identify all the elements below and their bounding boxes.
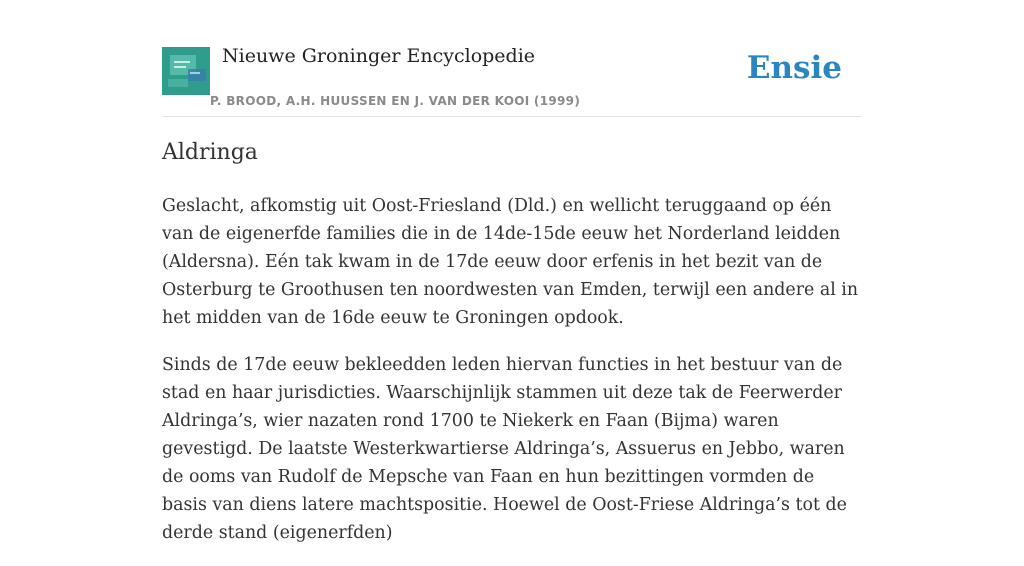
brand-logo[interactable]: Ensie: [746, 50, 842, 86]
entry-body: [162, 192, 862, 566]
paragraph: Geslacht, afkomstig uit Oost-Friesland (Dld.) en wellicht teruggaand op één van de eigenerfde families die in de 14de-15de eeuw het Norderland leidden (Aldersna). Eén tak kwam in de 17de eeuw door erfenis in het bezit van de Osterburg te Groothusen ten noordwesten van Emden, terwijl een andere al in het midden van de 16de eeuw te Groningen opdook.: [162, 196, 859, 328]
paragraph: Sinds de 17de eeuw bekleedden leden hiervan functies in het bestuur van de stad en haar jurisdicties. Waarschijnlijk stammen uit deze tak de Feerwerder Aldringa’s, wier nazaten rond 1700 te Niekerk en Faan (Bijma) waren gevestigd. De laatste Westerkwartierse Aldringa’s, Assuerus en Jebbo, waren de ooms van Rudolf de Mepsche van Faan en hun bezittingen vormden de basis van diens latere machtspositie. Hoewel de Oost-Friese Aldringa’s tot de derde stand (eigenerfden): [162, 355, 847, 543]
source-header: [162, 0, 862, 117]
book-title[interactable]: Nieuwe Groninger Encyclopedie: [222, 45, 536, 67]
entry-title: Aldringa: [162, 140, 258, 165]
book-authors: P. BROOD, A.H. HUUSSEN EN J. VAN DER KOOI (1999): [210, 94, 581, 108]
book-cover-icon[interactable]: [162, 47, 210, 95]
content-column: [162, 0, 862, 543]
